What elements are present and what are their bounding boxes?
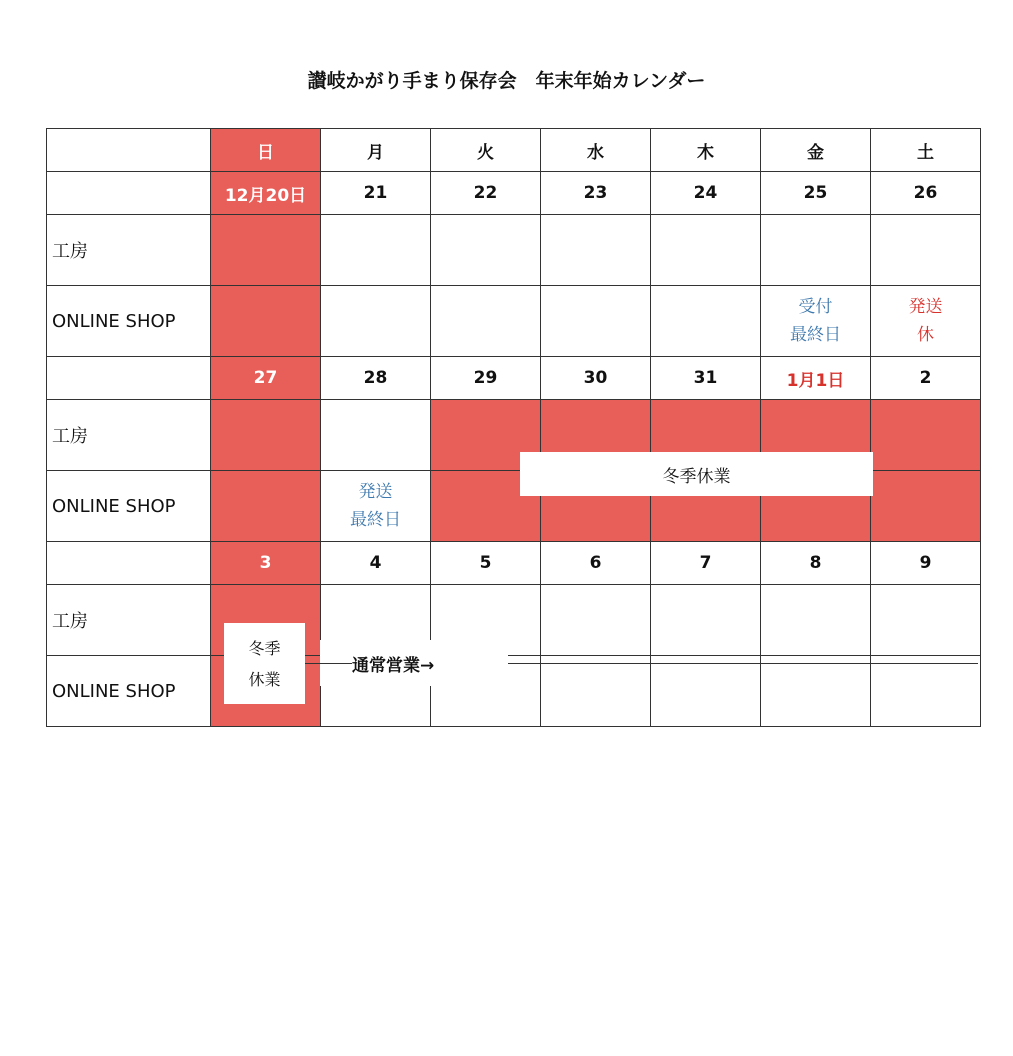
date-cell: 23 <box>541 172 651 215</box>
day-cell <box>321 400 431 471</box>
date-cell: 24 <box>651 172 761 215</box>
day-cell <box>431 215 541 286</box>
day-cell <box>651 215 761 286</box>
date-cell: 27 <box>211 357 321 400</box>
workshop-label: 工房 <box>47 215 211 286</box>
week3-date-row <box>47 542 981 585</box>
date-cell: 3 <box>211 542 321 585</box>
week2-date-row <box>47 357 981 400</box>
date-cell: 8 <box>761 542 871 585</box>
date-cell: 7 <box>651 542 761 585</box>
date-cell: 26 <box>871 172 981 215</box>
day-cell <box>761 656 871 727</box>
online-shop-label: ONLINE SHOP <box>47 286 211 357</box>
date-cell: 25 <box>761 172 871 215</box>
weekday-wed: 水 <box>541 129 651 172</box>
week3-date-label <box>47 542 211 585</box>
date-cell: 5 <box>431 542 541 585</box>
shipping-last-day-cell <box>321 471 431 542</box>
closed-cell <box>871 471 981 542</box>
date-cell: 31 <box>651 357 761 400</box>
day-cell <box>541 656 651 727</box>
shipping-closed-cell <box>871 286 981 357</box>
weekday-sun: 日 <box>211 129 321 172</box>
date-cell: 12月20日 <box>211 172 321 215</box>
week3-shop-row <box>47 656 981 727</box>
date-cell: 28 <box>321 357 431 400</box>
closed-cell <box>211 215 321 286</box>
day-cell <box>871 215 981 286</box>
date-cell: 21 <box>321 172 431 215</box>
closed-cell <box>211 400 321 471</box>
week1-workshop-row <box>47 215 981 286</box>
week1-date-row <box>47 172 981 215</box>
date-cell: 30 <box>541 357 651 400</box>
day-cell <box>431 286 541 357</box>
closed-cell <box>871 400 981 471</box>
day-cell <box>321 215 431 286</box>
week3-workshop-row <box>47 585 981 656</box>
day-cell <box>541 215 651 286</box>
day-cell <box>871 656 981 727</box>
shipping-last-day-note: 発送 最終日 <box>350 482 401 530</box>
corner-cell <box>47 129 211 172</box>
day-cell <box>321 286 431 357</box>
day-cell <box>651 286 761 357</box>
day-cell <box>871 585 981 656</box>
day-cell <box>651 656 761 727</box>
weekday-header-row <box>47 129 981 172</box>
weekday-tue: 火 <box>431 129 541 172</box>
winter-closure-banner: 冬季休業 <box>520 452 873 496</box>
week1-date-label <box>47 172 211 215</box>
weekday-mon: 月 <box>321 129 431 172</box>
online-shop-label: ONLINE SHOP <box>47 656 211 727</box>
new-year-date-cell: 1月1日 <box>761 357 871 400</box>
calendar-table <box>46 128 981 727</box>
normal-business-line <box>508 663 978 664</box>
closed-cell <box>211 286 321 357</box>
workshop-label: 工房 <box>47 400 211 471</box>
date-cell: 6 <box>541 542 651 585</box>
workshop-label: 工房 <box>47 585 211 656</box>
day-cell <box>541 585 651 656</box>
day-cell <box>541 286 651 357</box>
day-cell <box>761 585 871 656</box>
page-title: 讃岐かがり手まり保存会 年末年始カレンダー <box>307 70 706 92</box>
reception-last-day-cell <box>761 286 871 357</box>
normal-business-line <box>305 663 352 664</box>
weekday-sat: 土 <box>871 129 981 172</box>
online-shop-label: ONLINE SHOP <box>47 471 211 542</box>
reception-last-day-note: 受付 最終日 <box>790 297 841 345</box>
week2-date-label <box>47 357 211 400</box>
date-cell: 9 <box>871 542 981 585</box>
day-cell <box>651 585 761 656</box>
day-cell <box>761 215 871 286</box>
normal-business-label: 通常営業→ <box>352 656 435 676</box>
date-cell: 2 <box>871 357 981 400</box>
date-cell: 22 <box>431 172 541 215</box>
weekday-thu: 木 <box>651 129 761 172</box>
week1-shop-row <box>47 286 981 357</box>
shipping-closed-note: 発送 休 <box>908 297 943 345</box>
winter-closure-box: 冬季 休業 <box>224 623 305 704</box>
weekday-fri: 金 <box>761 129 871 172</box>
date-cell: 4 <box>321 542 431 585</box>
date-cell: 29 <box>431 357 541 400</box>
closed-cell <box>211 471 321 542</box>
